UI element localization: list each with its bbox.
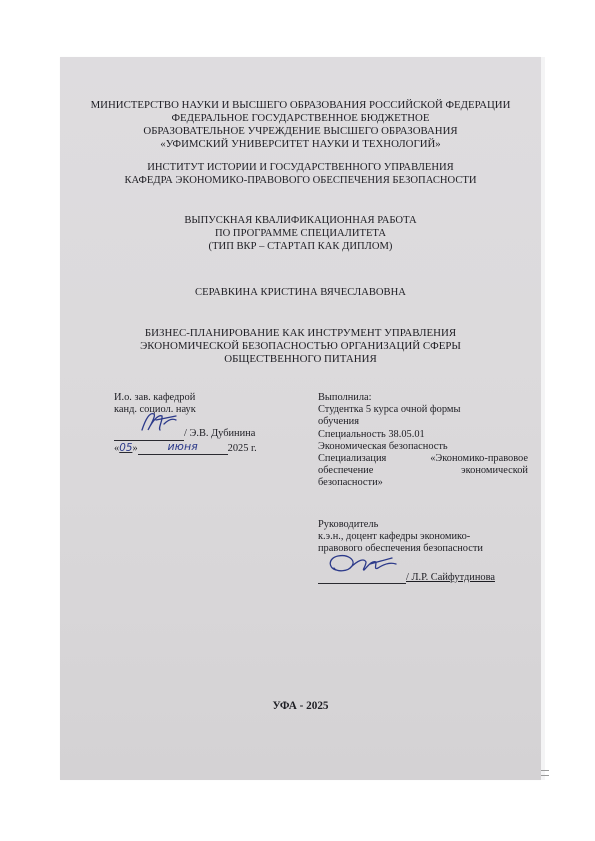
- supervisor-title-2: правового обеспечения безопасности: [318, 543, 483, 555]
- specialization-label: Специализация: [318, 453, 387, 465]
- work-type-line-1: ВЫПУСКНАЯ КВАЛИФИКАЦИОННАЯ РАБОТА: [184, 215, 417, 226]
- head-position: И.о. зав. кафедрой: [114, 392, 196, 403]
- supervisor-signature-row: [318, 572, 528, 584]
- specialization-word-1: обеспечение: [318, 465, 374, 477]
- work-type-line-2: ПО ПРОГРАММЕ СПЕЦИАЛИТЕТА: [214, 228, 387, 239]
- thesis-title-line-2: ЭКОНОМИЧЕСКОЙ БЕЗОПАСНОСТЬЮ ОРГАНИЗАЦИЙ СФЕРЫ: [140, 340, 461, 352]
- date-year: 2025 г.: [227, 442, 257, 454]
- institute-header: [60, 161, 541, 187]
- author-name-block: [60, 286, 541, 299]
- department-name: КАФЕДРА ЭКОНОМИКО-ПРАВОВОГО ОБЕСПЕЧЕНИЯ БЕЗОПАСНОСТИ: [124, 175, 477, 186]
- student-specialty: Специальность 38.05.01: [318, 428, 425, 440]
- thesis-title: [60, 327, 541, 366]
- page-edge: [541, 57, 545, 780]
- work-type: [60, 214, 541, 253]
- ministry-line-3: ОБРАЗОВАТЕЛЬНОЕ УЧРЕЖДЕНИЕ ВЫСШЕГО ОБРАЗОВАНИЯ: [143, 125, 458, 137]
- thesis-title-line-1: БИЗНЕС-ПЛАНИРОВАНИЕ КАК ИНСТРУМЕНТ УПРАВЛЕНИЯ: [144, 327, 457, 339]
- head-degree: канд. социол. наук: [114, 404, 196, 416]
- specialization-value-start: «Экономико-правовое: [430, 453, 528, 465]
- student-heading: Выполнила:: [318, 392, 372, 403]
- author-name: СЕРАВКИНА КРИСТИНА ВЯЧЕСЛАВОВНА: [195, 287, 406, 298]
- specialization-row-1: [318, 453, 528, 465]
- supervisor-name: / Л.Р. Сайфутдинова: [406, 571, 495, 583]
- work-type-line-3: (ТИП ВКР – СТАРТАП КАК ДИПЛОМ): [208, 241, 393, 252]
- date-open-quote: «: [114, 442, 120, 454]
- university-name: «УФИМСКИЙ УНИВЕРСИТЕТ НАУКИ И ТЕХНОЛОГИЙ»: [160, 138, 441, 150]
- approval-block: [114, 392, 284, 455]
- student-study-form: обучения: [318, 416, 360, 428]
- date-close-quote: »: [132, 442, 138, 454]
- city-year-footer: [60, 700, 541, 713]
- city-year: УФА - 2025: [272, 700, 329, 712]
- supervisor-title-1: к.э.н., доцент кафедры экономико-: [318, 531, 471, 543]
- student-block: [318, 392, 528, 490]
- specialization-end: безопасности»: [318, 477, 383, 489]
- student-course: Студентка 5 курса очной формы: [318, 404, 461, 416]
- scan-edge-mark: [541, 770, 549, 776]
- supervisor-signature-field: [318, 572, 406, 584]
- ministry-line-1: МИНИСТЕРСТВО НАУКИ И ВЫСШЕГО ОБРАЗОВАНИЯ РОССИЙСКОЙ ФЕДЕРАЦИИ: [90, 99, 511, 111]
- thesis-title-line-3: ОБЩЕСТВЕННОГО ПИТАНИЯ: [224, 353, 377, 365]
- approval-date-row: [114, 441, 284, 455]
- date-month: июня: [167, 439, 198, 453]
- student-specialty-name: Экономическая безопасность: [318, 440, 448, 452]
- date-day: 05: [119, 441, 133, 454]
- head-signature-row: [114, 428, 284, 440]
- supervisor-block: [318, 519, 528, 584]
- specialization-word-2: экономической: [461, 465, 528, 477]
- ministry-header: [60, 99, 541, 151]
- supervisor-heading: Руководитель: [318, 519, 379, 530]
- head-name: / Э.В. Дубинина: [184, 428, 256, 440]
- specialization-row-2: [318, 465, 528, 477]
- institute-name: ИНСТИТУТ ИСТОРИИ И ГОСУДАРСТВЕННОГО УПРАВЛЕНИЯ: [147, 162, 454, 173]
- ministry-line-2: ФЕДЕРАЛЬНОЕ ГОСУДАРСТВЕННОЕ БЮДЖЕТНОЕ: [171, 112, 430, 124]
